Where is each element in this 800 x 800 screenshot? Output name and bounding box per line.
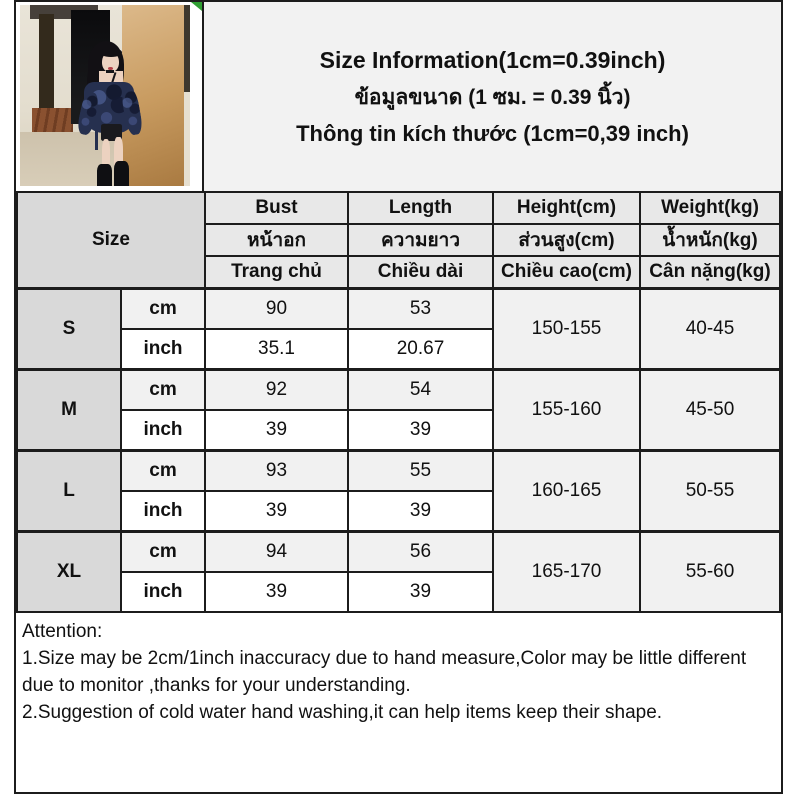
s-height: 150-155 xyxy=(493,289,640,370)
xl-length-cm: 56 xyxy=(348,532,493,573)
attention-section xyxy=(16,613,781,792)
col-length-vi: Chiều dài xyxy=(348,256,493,289)
unit-inch: inch xyxy=(121,491,205,532)
unit-inch: inch xyxy=(121,572,205,612)
photo-wall-light xyxy=(184,92,190,186)
m-length-cm: 54 xyxy=(348,370,493,411)
s-length-cm: 53 xyxy=(348,289,493,330)
s-bust-cm: 90 xyxy=(205,289,348,330)
col-weight-vi: Cân nặng(kg) xyxy=(640,256,780,289)
col-bust-th: หน้าอก xyxy=(205,224,348,256)
xl-height: 165-170 xyxy=(493,532,640,613)
m-height: 155-160 xyxy=(493,370,640,451)
green-corner-triangle-icon xyxy=(191,2,202,11)
model-choker xyxy=(106,70,114,73)
s-length-inch: 20.67 xyxy=(348,329,493,370)
l-bust-inch: 39 xyxy=(205,491,348,532)
row-m-cm xyxy=(17,370,780,411)
col-height-vi: Chiều cao(cm) xyxy=(493,256,640,289)
size-header-cell: Size xyxy=(17,192,205,289)
header-row-en xyxy=(17,192,780,224)
s-bust-inch: 35.1 xyxy=(205,329,348,370)
product-photo xyxy=(20,5,190,186)
model-right-boot xyxy=(114,161,129,186)
xl-bust-inch: 39 xyxy=(205,572,348,612)
xl-weight: 55-60 xyxy=(640,532,780,613)
top-section xyxy=(16,2,781,191)
xl-bust-cm: 94 xyxy=(205,532,348,573)
row-s-cm xyxy=(17,289,780,330)
row-l-cm xyxy=(17,451,780,492)
attention-note-2: 2.Suggestion of cold water hand washing,it can help items keep their shape. xyxy=(22,702,663,723)
l-bust-cm: 93 xyxy=(205,451,348,492)
col-bust-en: Bust xyxy=(205,192,348,224)
col-weight-th: น้ำหนัก(kg) xyxy=(640,224,780,256)
size-info-title xyxy=(204,2,781,191)
row-xl-cm xyxy=(17,532,780,573)
col-length-th: ความยาว xyxy=(348,224,493,256)
size-table xyxy=(16,191,781,613)
unit-cm: cm xyxy=(121,289,205,330)
photo-left-doorframe xyxy=(39,14,54,110)
size-chart-panel xyxy=(14,0,783,794)
m-bust-inch: 39 xyxy=(205,410,348,451)
title-english: Size Information(1cm=0.39inch) xyxy=(319,46,666,73)
attention-note-1: 1.Size may be 2cm/1inch inaccuracy due to hand measure,Color may be little different due to monitor ,thanks for your understanding. xyxy=(22,648,747,696)
size-label-l: L xyxy=(17,451,121,532)
unit-cm: cm xyxy=(121,451,205,492)
s-weight: 40-45 xyxy=(640,289,780,370)
col-height-en: Height(cm) xyxy=(493,192,640,224)
xl-length-inch: 39 xyxy=(348,572,493,612)
m-bust-cm: 92 xyxy=(205,370,348,411)
m-length-inch: 39 xyxy=(348,410,493,451)
size-label-xl: XL xyxy=(17,532,121,613)
attention-heading: Attention: xyxy=(22,621,103,642)
title-vietnamese: Thông tin kích thước (1cm=0,39 inch) xyxy=(296,120,689,146)
unit-inch: inch xyxy=(121,329,205,370)
model-fringe xyxy=(100,48,122,57)
product-photo-cell xyxy=(16,2,204,191)
size-label-m: M xyxy=(17,370,121,451)
model-left-boot xyxy=(97,164,111,186)
l-length-inch: 39 xyxy=(348,491,493,532)
col-bust-vi: Trang chủ xyxy=(205,256,348,289)
model-ribbon-left xyxy=(95,128,98,150)
unit-cm: cm xyxy=(121,370,205,411)
l-weight: 50-55 xyxy=(640,451,780,532)
m-weight: 45-50 xyxy=(640,370,780,451)
col-height-th: ส่วนสูง(cm) xyxy=(493,224,640,256)
size-label-s: S xyxy=(17,289,121,370)
l-length-cm: 55 xyxy=(348,451,493,492)
unit-inch: inch xyxy=(121,410,205,451)
unit-cm: cm xyxy=(121,532,205,573)
col-length-en: Length xyxy=(348,192,493,224)
photo-wall-shadow xyxy=(184,5,190,92)
title-thai: ข้อมูลขนาด (1 ซม. = 0.39 นิ้ว) xyxy=(354,85,631,109)
col-weight-en: Weight(kg) xyxy=(640,192,780,224)
l-height: 160-165 xyxy=(493,451,640,532)
